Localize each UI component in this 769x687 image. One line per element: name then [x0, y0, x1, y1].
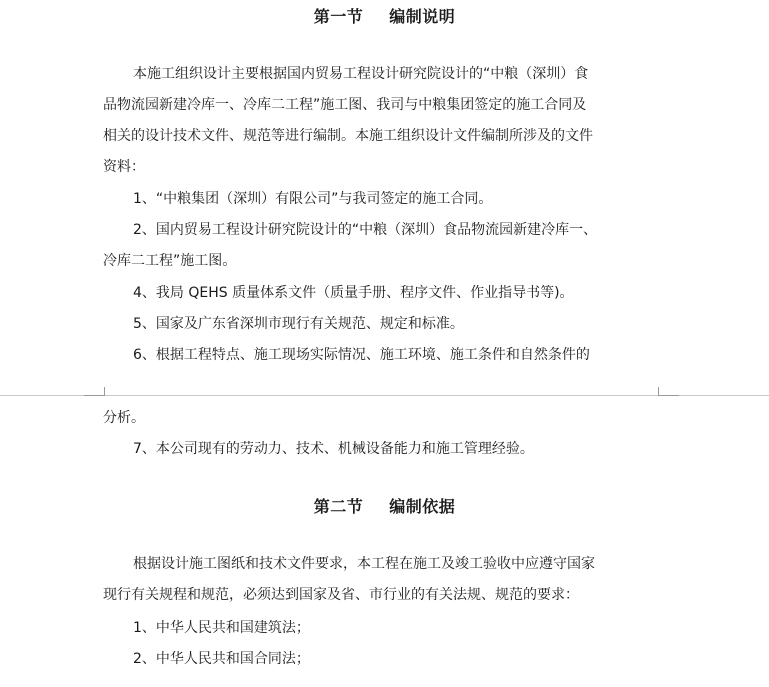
section-2-title: 编制依据	[389, 497, 456, 516]
section-1-number: 第一节	[313, 7, 364, 26]
page-corner-mark	[658, 387, 679, 396]
section-1-intro-line: 本施工组织设计主要根据国内贸易工程设计研究院设计的“中粮（深圳）食	[133, 66, 589, 82]
list-item: 2、中华人民共和国合同法；	[133, 651, 310, 667]
section-1-title: 编制说明	[389, 7, 456, 26]
list-item: 5、国家及广东省深圳市现行有关规范、规定和标准。	[133, 316, 464, 332]
section-2-heading	[0, 496, 769, 518]
document-page-2	[0, 396, 769, 687]
list-item: 2、国内贸易工程设计研究院设计的“中粮（深圳）食品物流园新建冷库一、	[133, 222, 598, 238]
list-item: 7、本公司现有的劳动力、技术、机械设备能力和施工管理经验。	[133, 441, 534, 457]
section-1-intro-line: 相关的设计技术文件、规范等进行编制。本施工组织设计文件编制所涉及的文件	[103, 128, 593, 144]
list-item: 1、中华人民共和国建筑法；	[133, 620, 310, 636]
section-2-number: 第二节	[313, 497, 364, 516]
page-corner-mark	[84, 387, 105, 396]
list-item: 6、根据工程特点、施工现场实际情况、施工环境、施工条件和自然条件的	[133, 347, 590, 363]
list-item: 1、“中粮集团（深圳）有限公司”与我司签定的施工合同。	[133, 191, 493, 207]
section-2-intro-line: 根据设计施工图纸和技术文件要求，本工程在施工及竣工验收中应遵守国家	[133, 556, 595, 572]
section-1-intro-line: 品物流园新建冷库一、冷库二工程”施工图、我司与中粮集团签定的施工合同及	[103, 97, 587, 113]
section-1-heading	[0, 6, 769, 28]
section-1-intro-line: 资料：	[103, 159, 145, 175]
list-item-continuation: 分析。	[103, 410, 145, 426]
section-2-intro-line: 现行有关规程和规范，必须达到国家及省、市行业的有关法规、规范的要求：	[103, 587, 579, 603]
list-item: 4、我局 QEHS 质量体系文件（质量手册、程序文件、作业指导书等)。	[133, 285, 574, 301]
list-item-continuation: 冷库二工程”施工图。	[103, 253, 237, 269]
